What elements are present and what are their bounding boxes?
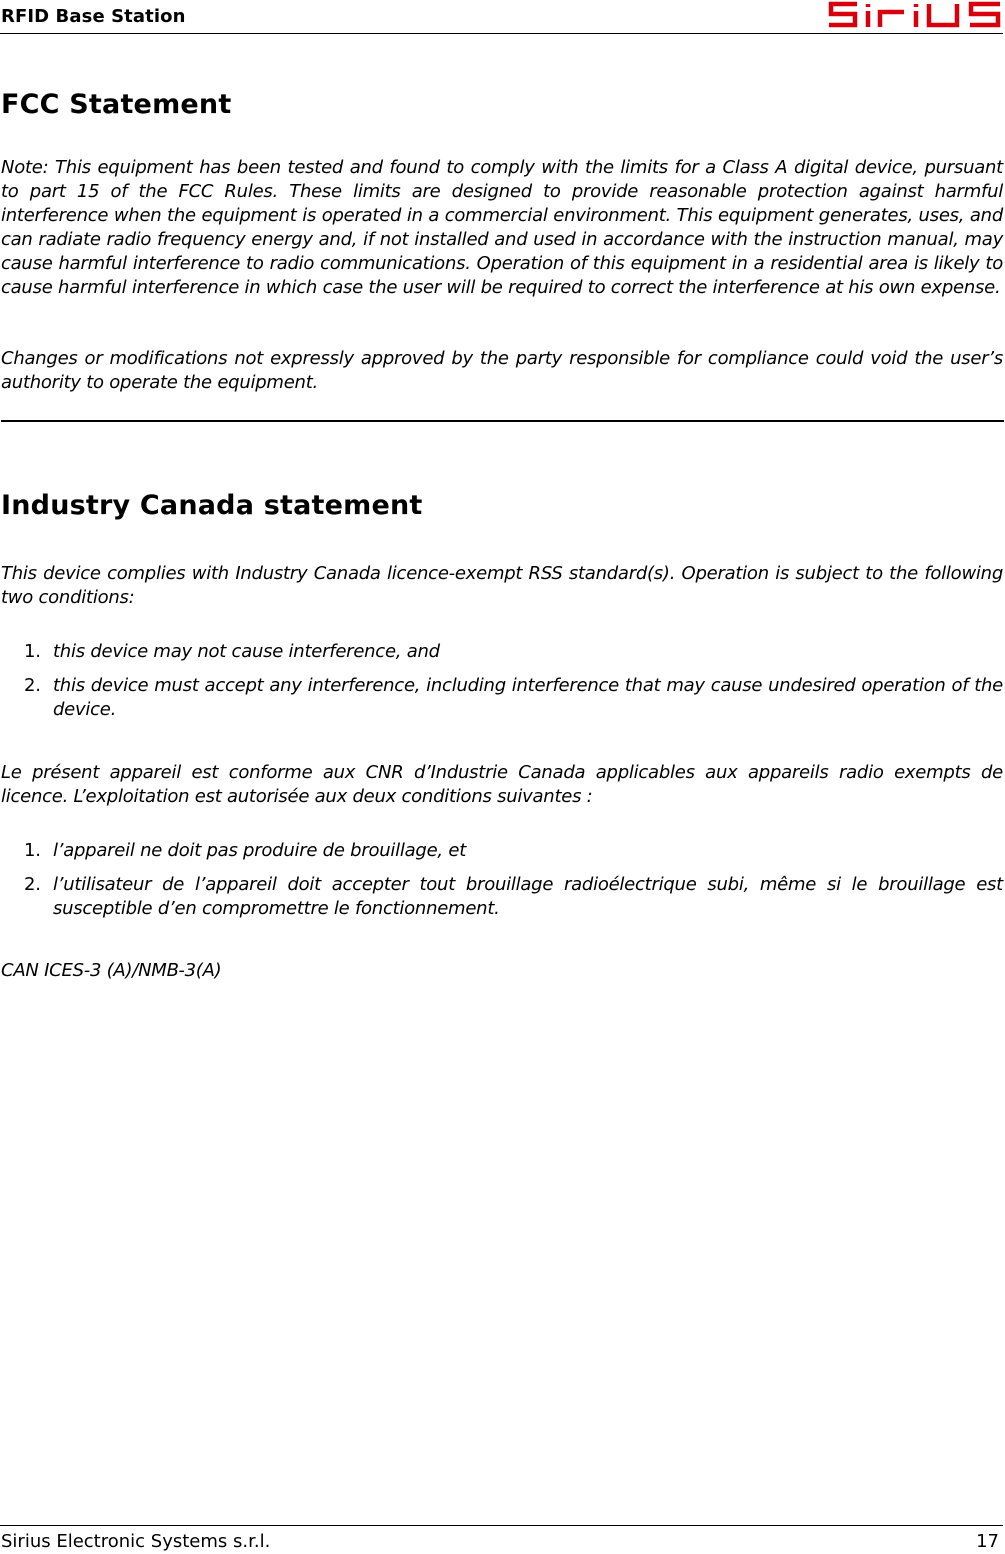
conditions-list-en (1, 640, 1003, 722)
fcc-paragraph-1: Note: This equipment has been tested and found to comply with the limits for a Class A digital device, pursuant to part 15 of the FCC Rules. These limits are designed to provide reasonable protection against harmful interference when the equipment is operated in a commercial environment. This equipment generates, uses, and can radiate radio frequency energy and, if not installed and used in accordance with the instruction manual, may cause harmful interference to radio communications. Operation of this equipment in a residential area is likely to cause harmful interference in which case the user will be required to correct the interference at his own expense. (1, 157, 1003, 298)
canada-intro-fr: Le présent appareil est conforme aux CNR d’Industrie Canada applicables aux appareils radio exempts de licence. L’exploitation est autorisée aux deux conditions suivantes : (1, 762, 1003, 807)
list-item-text: l’utilisateur de l’appareil doit accepter tout brouillage radioélectrique subi, même si le brouillage est susceptible d’en compromettre le fonctionnement. (53, 874, 1003, 919)
list-item-text: this device must accept any interference, including interference that may cause undesired operation of the device. (53, 675, 1003, 720)
list-item-number: 1. (24, 641, 41, 662)
header-title: RFID Base Station (1, 6, 186, 27)
fcc-paragraph-2: Changes or modifications not expressly approved by the party responsible for compliance could void the user’s authority to operate the equipment. (1, 348, 1003, 393)
section-divider (1, 420, 1004, 422)
page-header (0, 0, 1003, 34)
fcc-heading: FCC Statement (1, 89, 232, 120)
list-item-text: this device may not cause interference, and (53, 641, 440, 662)
page-number: 17 (976, 1531, 999, 1552)
list-item-text: l’appareil ne doit pas produire de brouillage, et (53, 840, 467, 861)
list-item-number: 2. (24, 675, 41, 696)
conditions-list-fr (1, 839, 1003, 921)
list-item (1, 674, 1003, 722)
list-item-number: 1. (24, 840, 41, 861)
list-item (1, 873, 1003, 921)
page-footer (0, 1525, 1003, 1552)
list-item (1, 640, 1003, 664)
sirius-logo-mark (828, 1, 1003, 29)
canada-intro-en: This device complies with Industry Canada licence-exempt RSS standard(s). Operation is subject to the following two conditions: (1, 563, 1003, 608)
footer-company: Sirius Electronic Systems s.r.l. (1, 1531, 271, 1552)
list-item-number: 2. (24, 874, 41, 895)
list-item (1, 839, 1003, 863)
sirius-logo (828, 1, 1003, 33)
ices-statement: CAN ICES-3 (A)/NMB-3(A) (1, 960, 222, 981)
canada-heading: Industry Canada statement (1, 490, 423, 521)
